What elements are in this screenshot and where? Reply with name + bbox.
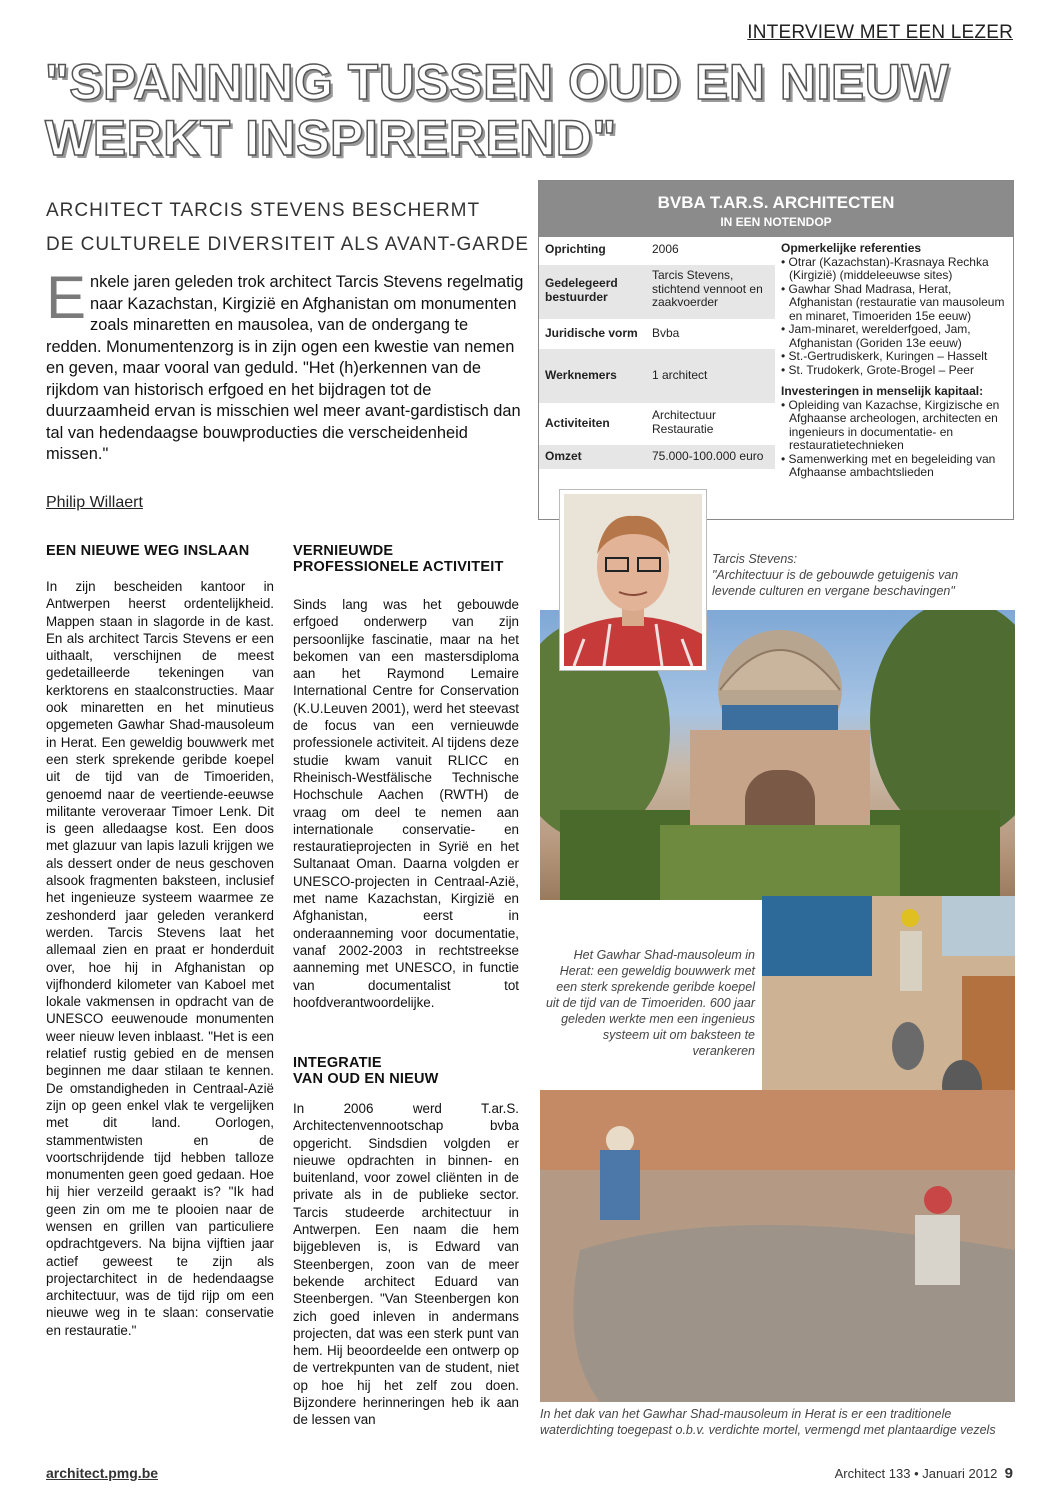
investment-heading: Investeringen in menselijk kapitaal: [781,384,984,398]
portrait-caption-colon: : [793,552,798,566]
fact-value: Bvba [652,326,680,340]
portrait-caption [712,551,982,599]
fact-box-subtitle: IN EEN NOTENDOP [720,215,832,229]
reference-item: • St.-Gertrudiskerk, Kuringen – Hasselt [781,349,988,363]
fact-box [538,180,1014,520]
col1-text: In zijn bescheiden kantoor in Antwerpen heerst ordentelijkheid. Mappen staan in slagorde in de kast. En als architect Tarcis Stevens er een uithaalt, verschijnen de meest gedetailleerde tekeningen van kerktorens en staalconstructies. Maar ook minaretten en het minutieus opgemeten Gawhar Shad-mausoleum in Herat. Een geweldig bouwwerk met een sterk sprekende geribde koepel uit de tijd van de Timoeriden, genoemd naar de veertiende-eeuwse militante veroveraar Timoer Lenk. Dit is geen alledaagse kost. Een doos met glazuur van lapis lazuli krijgen we als dessert onder de neus geschoven alsook fragmenten baksteen, inclusief het ingenieuze systeem waarmee ze zeshonderd jaar geleden verankerd werden. Tarcis Stevens laat het allemaal zien en praat er honderduit over, hoe hij in Afghanistan op vijfhonderd kilometer van Kaboel met lokale vakmensen in opdracht van de UNESCO eeuwenoude monumenten weer nieuw leven inblaast. "Het is een relatief rustig gebied en de mensen beginnen me daar stilaan te kennen. De omstandigheden in Centraal-Azië zijn op geen enkel vlak te vergelijken met dit land. Oorlogen, stammentwisten en de voortschrijdende tijd hebben talloze monumenten geen goed gedaan. Hoe hij hier verzeild geraakt is? "Ik had geen zin om me te plooien naar de wensen en grillen van particuliere opdrachtgevers. Na bijna vijftien jaar actief geweest te zijn als projectarchitect in de hedendaagse architectuur, was de tijd rijp om een nieuwe weg in te slaan: conservatie en restauratie." [46,579,274,1338]
fact-box-header [539,181,1013,237]
investment-item: • Opleiding van Kazachse, Kirgizische en Afghaanse archeologen, architecten en ingenieurs in documentatie- en restauratietechnieken [781,397,1000,452]
fact-row-juridische-vorm [539,319,775,349]
col1-heading: EEN NIEUWE WEG INSLAAN [46,543,250,559]
fact-label: Oprichting [545,242,606,256]
page-number: 9 [1004,1465,1013,1482]
fact-row-bestuurder [539,265,775,319]
fact-label: Werknemers [545,368,617,382]
headline-line-1: "SPANNING TUSSEN OUD EN NIEUW [45,54,950,110]
drop-cap: E [46,264,87,331]
col2-heading-2 [293,1055,523,1087]
author-byline: Philip Willaert [46,494,143,511]
roof-illustration [540,1090,1015,1402]
fact-label: Gedelegeerd bestuurder [545,276,618,304]
fact-label: Juridische vorm [545,326,638,340]
col2-heading-2-line-2: VAN OUD EN NIEUW [293,1071,439,1087]
fact-row-oprichting [539,237,775,265]
headline [45,54,1025,166]
headline-line-2: WERKT INSPIREREND" [45,110,617,166]
portrait-photo [560,490,706,670]
footer-website[interactable]: architect.pmg.be [46,1465,159,1481]
references-heading: Opmerkelijke referenties [781,241,922,255]
portrait-illustration [564,494,702,666]
section-label: INTERVIEW MET EEN LEZER [747,22,1013,43]
mausoleum-caption: Het Gawhar Shad-mausoleum in Herat: een geweldig bouwwerk met een sterk sprekende geribde koepel uit de tijd van de Timoeriden. 600 jaar geleden werkte men een ingenieus systeem uit om baksteen te verankeren [545,948,755,1058]
col2-text-1: Sinds lang was het gebouwde erfgoed onderwerp van zijn persoonlijke fascinatie, maar na het bekomen van een mastersdiploma aan het Raymond Lemaire International Centre for Conservation (K.U.Leuven 2001), werd het steevast de focus van een vernieuwde professionele activiteit. Al tijdens deze studie kwam vanuit RLICC en Rheinisch-Westfälische Technische Hochschule Aachen (RWTH) de vraag om deel te nemen aan internationale conservatie- en restauratieprojecten in Syrië en het Sultanaat Oman. Daarna volgden er UNESCO-projecten in Centraal-Azië, met name Kazachstan, Kirgizië en Afghanistan, eerst in onderaanneming voor documentatie, vanaf 2002-2003 in rechtstreekse aanneming met UNESCO, in functie van documentalist tot hoofdverantwoordelijke. [293,597,519,1010]
fact-value: 1 architect [652,368,708,382]
intro-text: nkele jaren geleden trok architect Tarcis Stevens regelmatig naar Kazachstan, Kirgizië en Afghanistan om monumenten zoals minaretten en mausolea, van de ondergang te redden. Monumentenzorg is in zijn ogen een kwestie van nemen en geven, maar vooral van geduld. "Het (h)erkennen van de rijkdom van historisch erfgoed en het bijdragen tot de duurzaamheid ervan is misschien wel meer avant-gardistisch dan tal van hedendaagse bouwproducties die verscheidenheid missen." [46,273,524,463]
fact-label: Omzet [545,449,582,463]
investment-item: • Samenwerking met en begeleiding van Afghaanse ambachtslieden [781,451,996,479]
col2-heading-1-line-1: VERNIEUWDE [293,543,394,559]
reference-item: • Gawhar Shad Madrasa, Herat, Afghanistan (restauratie van mausoleum en minaret, Timoeriden 15e eeuw) [781,281,1005,323]
fact-row-omzet [539,445,775,469]
fact-box-title: BVBA T.AR.S. ARCHITECTEN [657,193,895,212]
reference-item: • St. Trudokerk, Grote-Brogel – Peer [781,362,974,377]
col2-heading-1 [293,543,523,575]
fact-box-references [777,237,1013,480]
fact-value: Architectuur Restauratie [652,408,717,436]
fact-row-werknemers [539,349,775,403]
roof-caption: In het dak van het Gawhar Shad-mausoleum in Herat is er een traditionele waterdichting toegepast o.b.v. verdichte mortel, vermengd met plantaardige vezels [540,1407,996,1437]
intro-paragraph [46,264,524,466]
col2-text-2: In 2006 werd T.ar.S. Architectenvennootschap bvba opgericht. Sindsdien volgden er nieuwe opdrachten in binnen- en buitenland, voor zowel cliënten in de private als in de publieke sector. Tarcis studeerde architectuur in Antwerpen. Een naam die hem bijgebleven is, is Edward van Steenbergen, zoon van de meer bekende architect Eduard van Steenbergen. "Van Steenbergen kon zich goed inleven in andermans projecten, dat was een sterk punt van hem. Hij beoordeelde een ontwerp op de vertrekpunten van de student, niet op hoe hij het zelf zou doen. Bijzondere herinneringen heb ik aan de lessen van [293,1101,519,1428]
fact-label: Activiteiten [545,416,610,430]
roof-photo [540,1090,1015,1402]
subhead-line-2: DE CULTURELE DIVERSITEIT ALS AVANT-GARDE [46,234,530,255]
footer-issue [835,1465,1013,1482]
fact-row-activiteiten [539,403,775,445]
footer-issue-label: Architect 133 • Januari 2012 [834,1466,998,1481]
reference-item: • Jam-minaret, werelderfgoed, Jam, Afghanistan (Goriden 13e eeuw) [781,322,971,350]
fact-value: Tarcis Stevens, stichtend vennoot en zaakvoerder [652,268,763,309]
portrait-caption-name: Tarcis Stevens [712,552,794,566]
fact-value: 2006 [652,242,679,256]
col2-heading-2-line-1: INTEGRATIE [293,1055,382,1071]
portrait-caption-quote: "Architectuur is de gebouwde getuigenis van levende culturen en vergane beschavingen" [712,568,959,598]
fact-value: 75.000-100.000 euro [652,449,764,463]
reference-item: • Otrar (Kazachstan)-Krasnaya Rechka (Kirgizië) (middeleeuwse sites) [781,254,989,282]
subhead-line-1: ARCHITECT TARCIS STEVENS BESCHERMT [46,200,481,221]
col2-heading-1-line-2: PROFESSIONELE ACTIVITEIT [293,559,504,575]
